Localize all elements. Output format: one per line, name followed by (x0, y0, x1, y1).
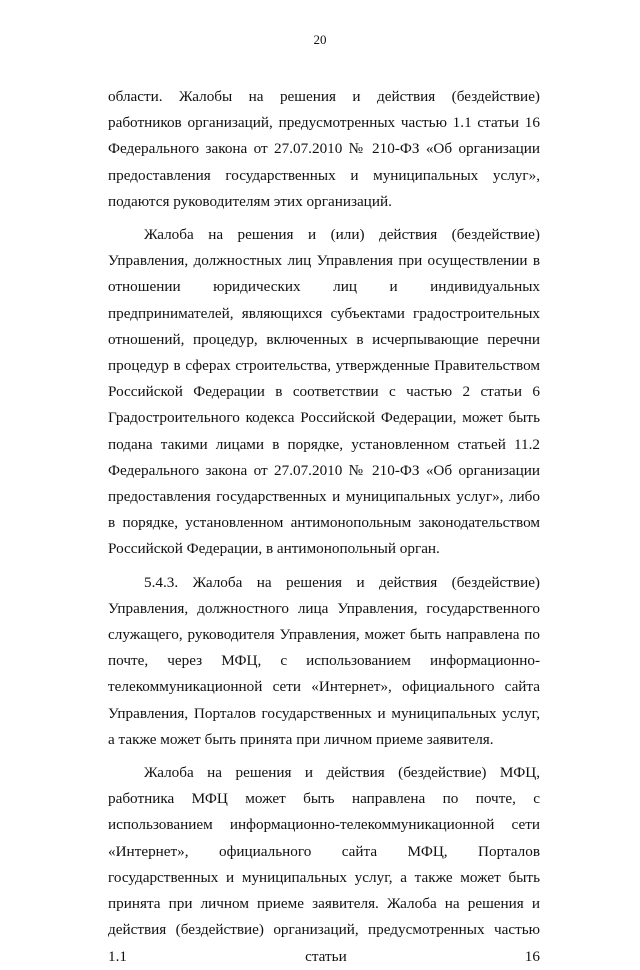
document-body (108, 84, 540, 970)
page-number: 20 (313, 32, 327, 47)
paragraph-complaint-mfc: Жалоба на решения и действия (бездействие) МФЦ, работника МФЦ может быть направлена по почте, с использованием информационно-телекоммуникационной сети «Интернет», официального сайта МФЦ, Порталов государственных и муниципальных услуг, а также может быть принята при личном приеме заявителя. Жалоба на решения и действия (бездействие) организаций, предусмотренных частью 1.1 статьи 16 (108, 764, 540, 965)
paragraph-complaint-urban-planning: Жалоба на решения и (или) действия (бездействие) Управления, должностных лиц Управления при осуществлении в отношении юридических лиц и индивидуальных предпринимателей, являющихся субъектами градостроительных отношений, процедур, включенных в исчерпывающие перечни процедур в сферах строительства, утвержденные Правительством Российской Федерации в соответствии с частью 2 статьи 6 Градостроительного кодекса Российской Федерации, может быть подана такими лицами в порядке, установленном статьей 11.2 Федерального закона от 27.07.2010 № 210-ФЗ «Об организации предоставления государственных и муниципальных услуг», либо в порядке, установленном антимонопольным законодательством Российской Федерации, в антимонопольный орган. (108, 226, 540, 558)
paragraph-5-4-3: 5.4.3. Жалоба на решения и действия (бездействие) Управления, должностного лица Управления, государственного служащего, руководителя Управления, может быть направлена по почте, через МФЦ, с использованием информационно-телекоммуникационной сети «Интернет», официального сайта Управления, Порталов государственных и муниципальных услуг, а также может быть принята при личном приеме заявителя. (108, 573, 540, 748)
paragraph-continuation: области. Жалобы на решения и действия (бездействие) работников организаций, предусмотренных частью 1.1 статьи 16 Федерального закона от 27.07.2010 № 210-ФЗ «Об организации предоставления государственных и муниципальных услуг», подаются руководителям этих организаций. (108, 88, 540, 210)
